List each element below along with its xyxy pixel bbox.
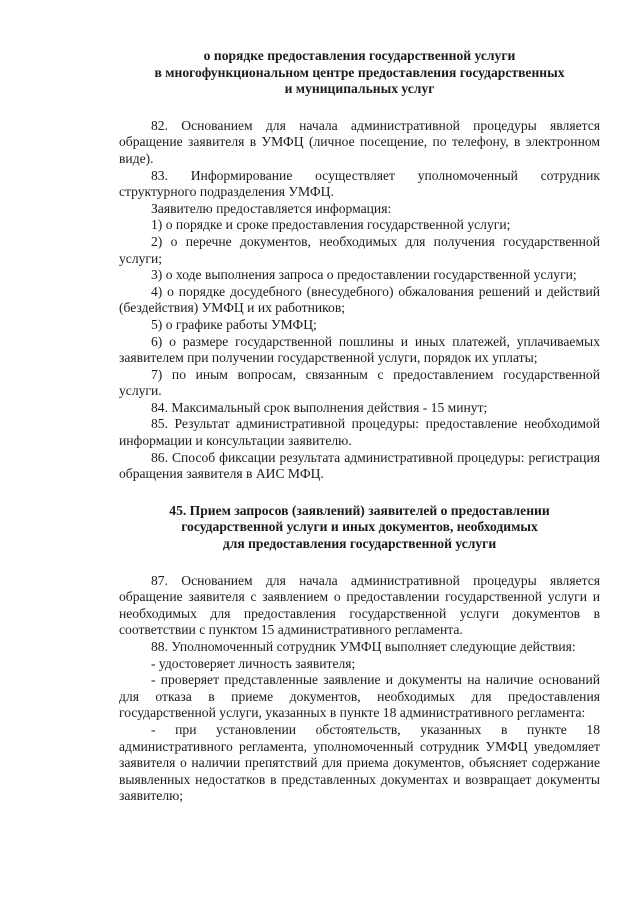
- list-item-7: 7) по иным вопросам, связанным с предоставлением государственной услуги.: [119, 366, 600, 399]
- paragraph-87: 87. Основанием для начала административной процедуры является обращение заявителя с заявлением о предоставлении государственной услуги и необходимых для предоставления государственной услуги документов в соответствии с пунктом 15 административного регламента.: [119, 572, 600, 638]
- list-item-6: 6) о размере государственной пошлины и иных платежей, уплачиваемых заявителем при получении государственной услуги, порядок их уплаты;: [119, 333, 600, 366]
- heading-line: государственной услуги и иных документов, необходимых: [181, 519, 538, 535]
- paragraph-83: 83. Информирование осуществляет уполномоченный сотрудник структурного подразделения УМФЦ.: [119, 167, 600, 200]
- list-item-4: 4) о порядке досудебного (внесудебного) обжалования решений и действий (бездействия) УМФЦ и их работников;: [119, 283, 600, 316]
- paragraph-86: 86. Способ фиксации результата административной процедуры: регистрация обращения заявителя в АИС МФЦ.: [119, 449, 600, 482]
- list-item-1: 1) о порядке и сроке предоставления государственной услуги;: [151, 217, 511, 233]
- paragraph-85: 85. Результат административной процедуры: предоставление необходимой информации и консультации заявителю.: [119, 416, 600, 449]
- section-heading-45: [119, 503, 600, 553]
- heading-line: в многофункциональном центре предоставления государственных: [154, 64, 565, 80]
- list-item-refusal-notice: - при установлении обстоятельств, указанных в пункте 18 административного регламента, уполномоченный сотрудник УМФЦ уведомляет заявителя о наличии препятствий для приема документов, объясняет содержание выявленных недостатков в представленных документах и возвращает документы заявителю;: [119, 721, 600, 804]
- paragraph-info-intro: Заявителю предоставляется информация:: [151, 200, 392, 216]
- heading-line: 45. Прием запросов (заявлений) заявителей о предоставлении: [169, 502, 550, 518]
- heading-line: о порядке предоставления государственной услуги: [203, 48, 516, 63]
- list-item-5: 5) о графике работы УМФЦ;: [151, 316, 317, 332]
- section-information: [119, 118, 600, 483]
- heading-line: для предоставления государственной услуги: [222, 536, 497, 552]
- document-heading: [119, 48, 600, 98]
- paragraph-88: 88. Уполномоченный сотрудник УМФЦ выполняет следующие действия:: [151, 639, 576, 654]
- paragraph-84: 84. Максимальный срок выполнения действия - 15 минут;: [151, 399, 488, 415]
- section-requests: [119, 573, 600, 805]
- heading-line: и муниципальных услуг: [284, 81, 435, 97]
- list-item-identity: - удостоверяет личность заявителя;: [151, 655, 356, 671]
- paragraph-82: 82. Основанием для начала административной процедуры является обращение заявителя в УМФЦ (личное посещение, по телефону, в электронном виде).: [119, 117, 600, 166]
- list-item-check-documents: - проверяет представленные заявление и документы на наличие оснований для отказа в приеме документов, необходимых для предоставления государственной услуги, указанных в пункте 18 административного регламента:: [119, 672, 600, 721]
- list-item-3: 3) о ходе выполнения запроса о предоставлении государственной услуги;: [151, 267, 577, 283]
- list-item-2: 2) о перечне документов, необходимых для получения государственной услуги;: [119, 233, 600, 266]
